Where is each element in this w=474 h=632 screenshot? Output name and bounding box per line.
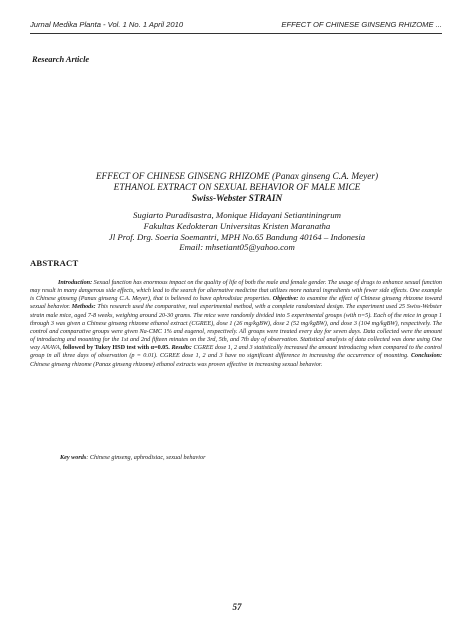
running-header: [30, 20, 442, 29]
methods-label: Methods:: [71, 304, 96, 311]
abstract-body: [30, 279, 442, 369]
conclusion-text: Chinese ginseng rhizome (Panax ginseng rhizome) ethanol extracts was proven effective in increasing sexual behavior.: [30, 361, 323, 368]
intro-text: Sexual function has enormous impact on the quality of life of both the male and female gender. The usage of drugs to enhance sexual function may result in many dangerous side effects, which lead to the search for alternative medicine that utilizes more natural ingredients with fewer side effects. One example is Chinese ginseng (Panax ginseng C.A. Meyer), that is believed to have aphrodisiac properties.: [30, 280, 442, 303]
results-text: CGREE dose 1, 2 and 3 statistically increased the amount introducing when compared to the control group in all three days of observation (p = 0.01). CGREE dose 1, 2 and 3 have no significant difference in increasing the occurrence of mounting.: [30, 345, 442, 360]
statistics-text: followed by Tukey HSD test with α=0.05.: [62, 345, 170, 352]
author-address: Jl Prof. Drg. Soeria Soemantri, MPH No.65 Bandung 40164 – Indonesia: [108, 231, 366, 242]
running-title: EFFECT OF CHINESE GINSENG RHIZOME ...: [281, 20, 442, 29]
title-line-1: EFFECT OF CHINESE GINSENG RHIZOME (Panax ginseng C.A. Meyer): [95, 172, 379, 182]
author-email: Email: mhsetiant05@yahoo.com: [179, 242, 295, 253]
title-line-3: Swiss-Webster STRAIN: [191, 194, 283, 204]
keywords-line: [60, 454, 442, 461]
author-names: Sugiarto Puradisastra, Monique Hidayani Setiantiningrum: [133, 210, 341, 220]
conclusion-label: Conclusion:: [410, 353, 442, 360]
journal-citation: Jurnal Medika Planta - Vol. 1 No. 1 April 2010: [30, 20, 184, 29]
keywords-text: : Chinese ginseng, aphrodisiac, sexual behavior: [86, 454, 206, 461]
article-type-label: Research Article: [32, 55, 90, 64]
objective-text: to examine the effect of Chinese ginseng rhizome toward sexual behavior.: [30, 296, 443, 311]
author-block: [30, 210, 444, 253]
results-label: Results:: [169, 345, 192, 352]
keywords-label: Key words: [60, 454, 87, 461]
intro-label: Introduction:: [58, 280, 93, 286]
author-affiliation: Fakultas Kedokteran Universitas Kristen Maranatha: [143, 220, 331, 231]
header-rule: [30, 33, 442, 34]
abstract-heading: ABSTRACT: [30, 258, 79, 268]
paper-title: [30, 172, 444, 205]
objective-label: Objective:: [272, 296, 299, 303]
page-number: 57: [232, 602, 242, 612]
methods-text: This research used the comparative, real experimental method, with a complete randomized design. The experiment used 25 Swiss-Webster strain male mice, aged 7-8 weeks, weighing around 20-30 grams. The mice were randomly divided into 5 experimental groups (with n=5). Each of the mice in group 1 through 3 was given a Chinese ginseng rhizome ethanol extract (CGREE), dose 1 (26 mg/kgBW), dose 2 (52 mg/kgBW), and dose 3 (104 mg/kgBW), respectively. The control and comparative groups were given Na-CMC 1% and eugenol, respectively. All groups were treated every day for seven days. Data collected were the amount of introducing and mounting for the 1st and 2nd fifteen minutes on the 3rd, 5th, and 7th day of observation. Statistical analysis of data collected was done using One way ANAVA,: [30, 304, 442, 352]
title-line-2: ETHANOL EXTRACT ON SEXUAL BEHAVIOR OF MALE MICE: [113, 183, 361, 193]
